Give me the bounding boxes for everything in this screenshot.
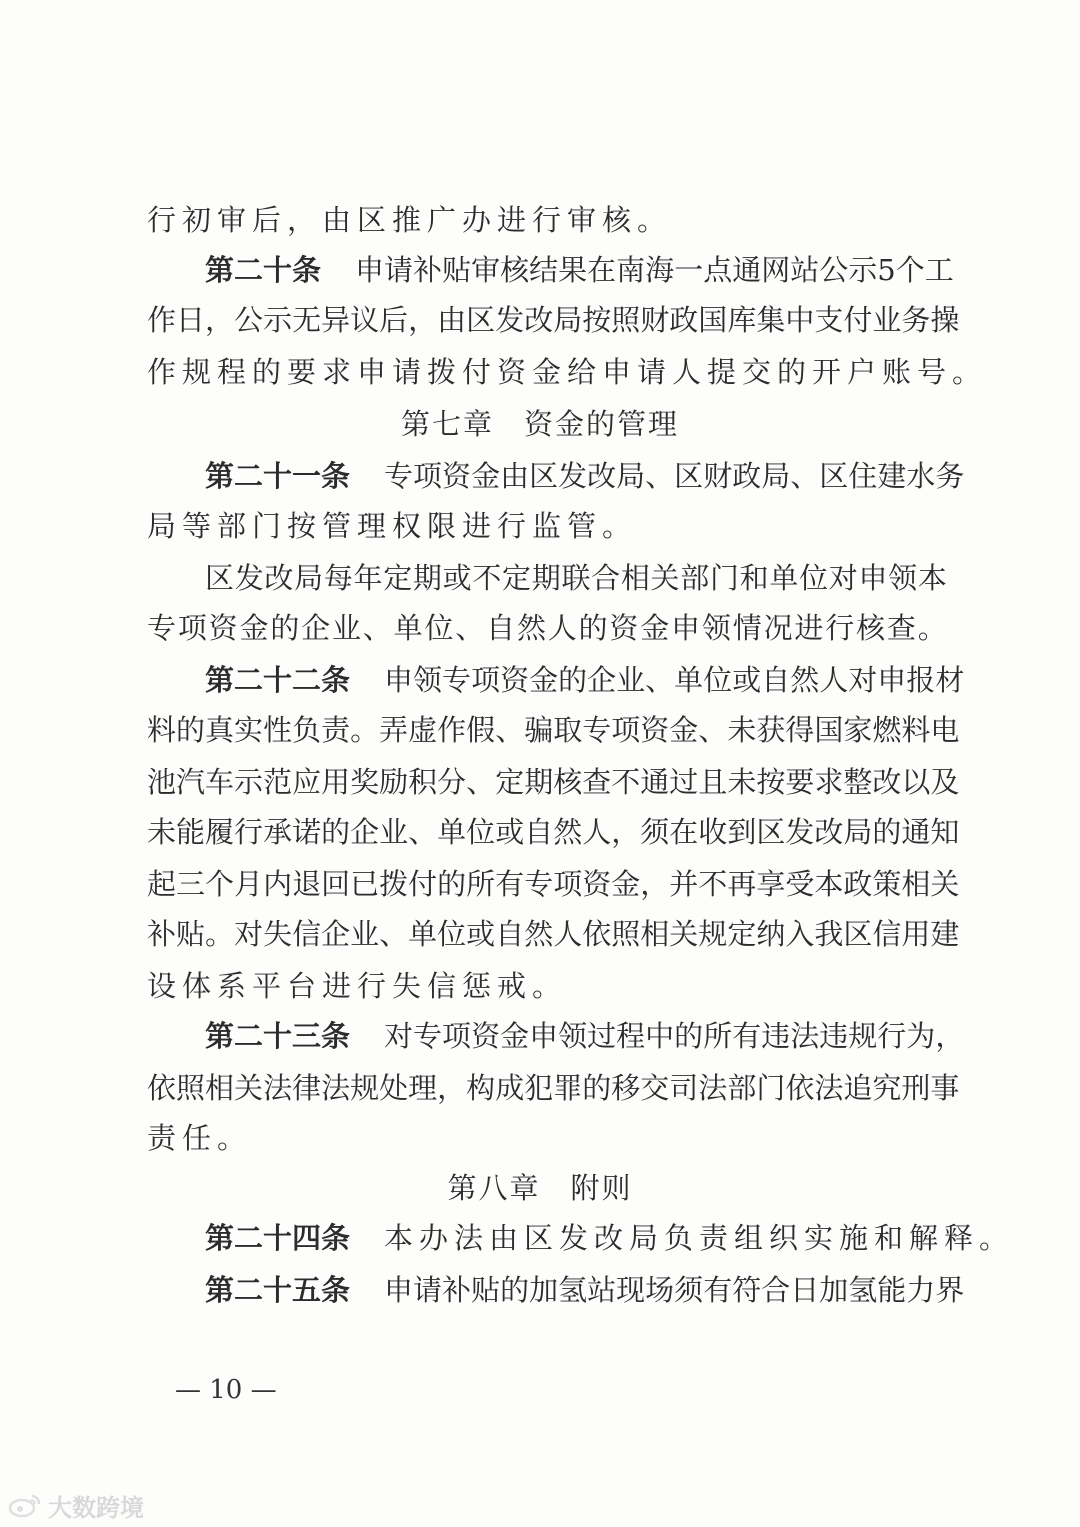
chapter-heading: [0, 404, 1080, 444]
text-line: 未 能 履 行 承 诺 的 企 业 、 单 位 或 自 然 人 ， 须 在 收 到 区 发 改 局 的 通 知: [147, 815, 960, 849]
text-line: 行初审后，由区推广办进行审核。: [147, 203, 673, 237]
text-line: 依 照 相 关 法 律 法 规 处 理 ， 构 成 犯 罪 的 移 交 司 法 部 门 依 法 追 究 刑 事: [147, 1071, 960, 1105]
weibo-logo-icon: [8, 1492, 42, 1518]
text-line: 设体系平台进行失信惩戒。: [147, 969, 568, 1003]
text-line: 作规程的要求申请拨付资金给申请人提交的开户账号。: [147, 355, 988, 389]
article-line: [205, 456, 965, 496]
article-line: [205, 250, 954, 290]
watermark: [8, 1490, 144, 1520]
chapter-heading: [0, 1168, 1080, 1208]
text-line: 池 汽 车 示 范 应 用 奖 励 积 分 、 定 期 核 查 不 通 过 且 未 按 要 求 整 改 以 及: [147, 765, 960, 799]
watermark-text: 大数跨境: [48, 1493, 144, 1522]
article-number: 第二十二条: [205, 663, 351, 697]
article-text: 本办法由区发改局负责组织实施和解释。: [384, 1221, 1015, 1255]
article-line: [205, 1016, 965, 1056]
article-number: 第二十三条: [205, 1019, 351, 1053]
article-text: 申 请 补 贴 审 核 结 果 在 南 海 一 点 通 网 站 公 示 5 个 工: [355, 253, 954, 287]
article-line: [205, 1218, 1015, 1258]
text-line: 起 三 个 月 内 退 回 已 拨 付 的 所 有 专 项 资 金 ， 并 不 再 享 受 本 政 策 相 关: [147, 867, 960, 901]
article-text: 申 领 专 项 资 金 的 企 业 、 单 位 或 自 然 人 对 申 报 材: [384, 663, 965, 697]
text-line: 责任。: [147, 1121, 253, 1155]
chapter-title: 附则: [570, 1171, 633, 1205]
chapter-number: 第七章: [400, 407, 494, 441]
text-line: 区 发 改 局 每 年 定 期 或 不 定 期 联 合 相 关 部 门 和 单 位 对 申 领 本: [205, 561, 947, 595]
article-text: 对 专 项 资 金 申 领 过 程 中 的 所 有 违 法 违 规 行 为 ，: [384, 1019, 965, 1053]
article-text: 专 项 资 金 由 区 发 改 局 、 区 财 政 局 、 区 住 建 水 务: [384, 459, 965, 493]
chapter-number: 第八章: [447, 1171, 541, 1205]
text-line: 补 贴 。 对 失 信 企 业 、 单 位 或 自 然 人 依 照 相 关 规 定 纳 入 我 区 信 用 建: [147, 917, 960, 951]
text-line: 局等部门按管理权限进行监管。: [147, 509, 638, 543]
article-number: 第二十条: [205, 253, 322, 287]
page-number: — 10 —: [175, 1375, 277, 1405]
text-line: 专 项 资 金 的 企 业 、 单 位 、 自 然 人 的 资 金 申 领 情 况 进 行 核 查 。: [147, 611, 947, 645]
article-text: 申 请 补 贴 的 加 氢 站 现 场 须 有 符 合 日 加 氢 能 力 界: [384, 1273, 965, 1307]
article-number: 第二十一条: [205, 459, 351, 493]
article-line: [205, 1270, 965, 1310]
chapter-title: 资金的管理: [524, 407, 680, 441]
article-number: 第二十四条: [205, 1221, 351, 1255]
text-line: 料 的 真 实 性 负 责 。 弄 虚 作 假 、 骗 取 专 项 资 金 、 未 获 得 国 家 燃 料 电: [147, 713, 960, 747]
article-number: 第二十五条: [205, 1273, 351, 1307]
text-line: 作 日 ， 公 示 无 异 议 后 ， 由 区 发 改 局 按 照 财 政 国 库 集 中 支 付 业 务 操: [147, 303, 960, 337]
article-line: [205, 660, 965, 700]
